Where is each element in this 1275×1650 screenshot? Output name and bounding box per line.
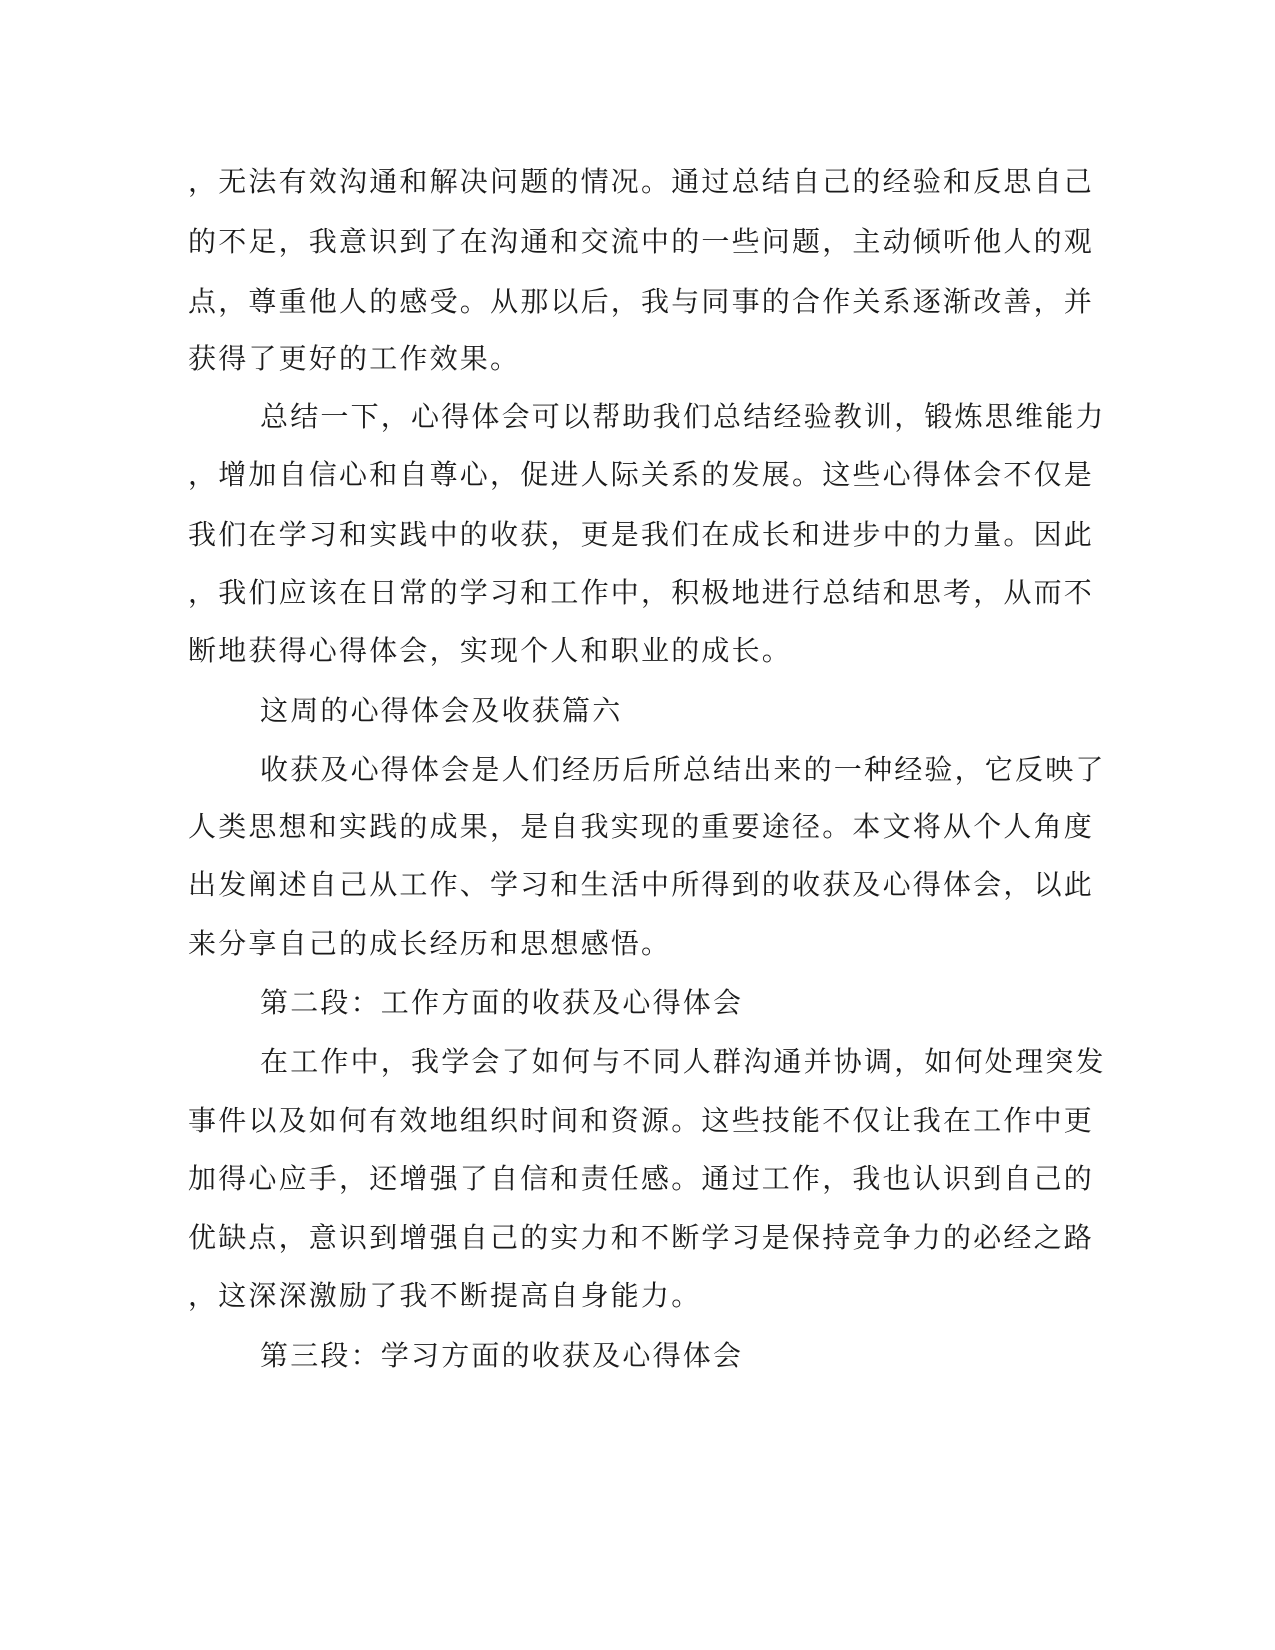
text-line: 我们在学习和实践中的收获，更是我们在成长和进步中的力量。因此: [188, 518, 1095, 551]
text-line: 人类思想和实践的成果，是自我实现的重要途径。本文将从个人角度: [188, 810, 1095, 843]
text-line: 事件以及如何有效地组织时间和资源。这些技能不仅让我在工作中更: [188, 1104, 1095, 1137]
section-heading: 第二段：工作方面的收获及心得体会: [260, 986, 744, 1019]
text-line: ，无法有效沟通和解决问题的情况。通过总结自己的经验和反思自己: [188, 165, 1095, 198]
text-line: 获得了更好的工作效果。: [188, 342, 521, 375]
section-heading: 这周的心得体会及收获篇六: [260, 694, 623, 727]
text-line: 来分享自己的成长经历和思想感悟。: [188, 927, 672, 960]
text-line: 优缺点，意识到增强自己的实力和不断学习是保持竞争力的必经之路: [188, 1221, 1095, 1254]
text-line: 点，尊重他人的感受。从那以后，我与同事的合作关系逐渐改善，并: [188, 285, 1095, 318]
text-line: 出发阐述自己从工作、学习和生活中所得到的收获及心得体会，以此: [188, 868, 1095, 901]
text-line: ，我们应该在日常的学习和工作中，积极地进行总结和思考，从而不: [188, 576, 1095, 609]
text-line: 断地获得心得体会，实现个人和职业的成长。: [188, 634, 793, 667]
section-heading: 第三段：学习方面的收获及心得体会: [260, 1339, 744, 1372]
paragraph-first-line: 总结一下，心得体会可以帮助我们总结经验教训，锻炼思维能力: [260, 400, 1106, 433]
paragraph-first-line: 收获及心得体会是人们经历后所总结出来的一种经验，它反映了: [260, 753, 1106, 786]
text-line: 加得心应手，还增强了自信和责任感。通过工作，我也认识到自己的: [188, 1162, 1095, 1195]
text-line: ，增加自信心和自尊心，促进人际关系的发展。这些心得体会不仅是: [188, 458, 1095, 491]
paragraph-first-line: 在工作中，我学会了如何与不同人群沟通并协调，如何处理突发: [260, 1045, 1106, 1078]
text-line: 的不足，我意识到了在沟通和交流中的一些问题，主动倾听他人的观: [188, 225, 1095, 258]
text-line: ，这深深激励了我不断提高自身能力。: [188, 1279, 702, 1312]
